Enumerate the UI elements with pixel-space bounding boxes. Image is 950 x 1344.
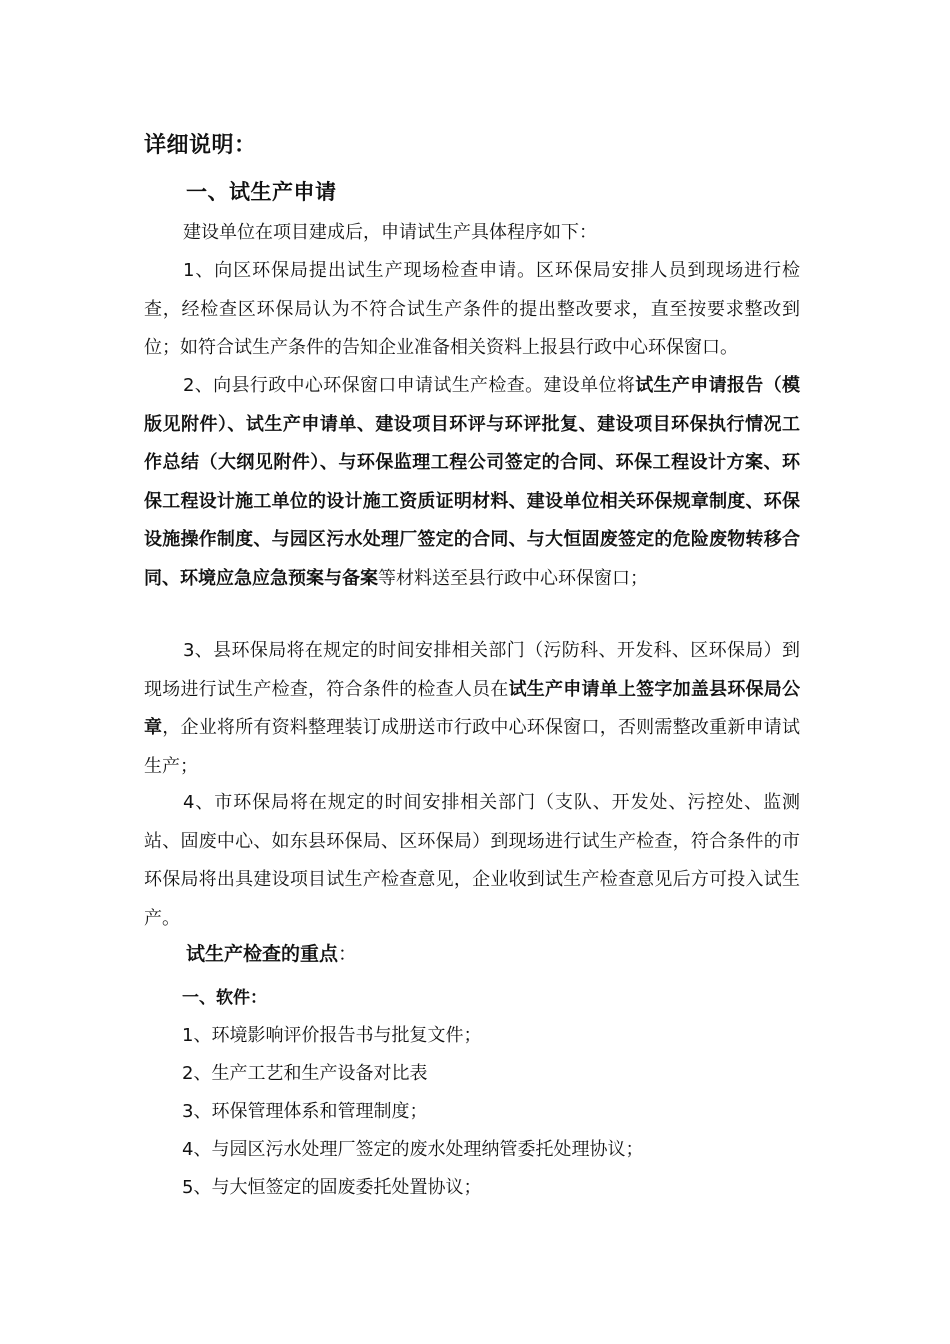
list-item: 5、与大恒签定的固废委托处置协议；: [182, 1177, 482, 1198]
step-4-text: 4、市环保局将在规定的时间安排相关部门（支队、开发处、污控处、监测站、固废中心、如东县环保局、区环保局）到现场进行试生产检查，符合条件的市环保局将出具建设项目试生产检查意见，企业收到试生产检查意见后方可投入试生产。: [144, 792, 800, 929]
intro-text: 建设单位在项目建成后，申请试生产具体程序如下：: [183, 222, 597, 243]
intro-paragraph: [144, 214, 800, 253]
key-points-colon: ：: [338, 943, 358, 965]
list-item: 1、环境影响评价报告书与批复文件；: [182, 1025, 482, 1046]
key-points-heading: [186, 939, 357, 966]
step-3-text: 3、县环保局将在规定的时间安排相关部门（污防科、开发科、区环保局）到现场进行试生产检查，符合条件的检查人员在: [144, 640, 800, 700]
software-title: 一、软件：: [182, 988, 267, 1008]
list-item: 3、环保管理体系和管理制度；: [182, 1101, 428, 1122]
step-2-text-end: 等材料送至县行政中心环保窗口；: [378, 567, 648, 589]
step-3-paragraph: [144, 632, 800, 786]
step-4-paragraph: [144, 784, 800, 938]
key-points-bold: 试生产检查的重点: [186, 943, 339, 965]
section-title: 一、试生产申请: [186, 180, 337, 204]
list-item: 2、生产工艺和生产设备对比表: [182, 1063, 428, 1084]
page-heading: 详细说明：: [144, 133, 257, 158]
step-1-paragraph: [144, 252, 800, 368]
step-2-paragraph: [144, 367, 800, 598]
software-list: [182, 1017, 643, 1207]
step-2-text: 2、向县行政中心环保窗口申请试生产检查。建设单位将: [183, 375, 636, 396]
list-item: 4、与园区污水处理厂签定的废水处理纳管委托处理协议；: [182, 1139, 644, 1160]
step-1-text: 1、向区环保局提出试生产现场检查申请。区环保局安排人员到现场进行检查，经检查区环保局认为不符合试生产条件的提出整改要求，直至按要求整改到位；如符合试生产条件的告知企业准备相关资料上报县行政中心环保窗口。: [144, 260, 800, 358]
step-3-bold-stamp: 试生产申请单上签字加盖县环保局公章: [144, 678, 801, 738]
step-3-text-end: ，企业将所有资料整理装订成册送市行政中心环保窗口，否则需整改重新申请试生产；: [144, 717, 801, 777]
step-2-bold-materials: 试生产申请报告（模版见附件）、试生产申请单、建设项目环评与环评批复、建设项目环保执行情况工作总结（大纲见附件）、与环保监理工程公司签定的合同、环保工程设计方案、环保工程设计施工单位的设计施工资质证明材料、建设单位相关环保规章制度、环保设施操作制度、与园区污水处理厂签定的合同、与大恒固废签定的危险废物转移合同、环境应急应急预案与备案: [144, 375, 801, 589]
